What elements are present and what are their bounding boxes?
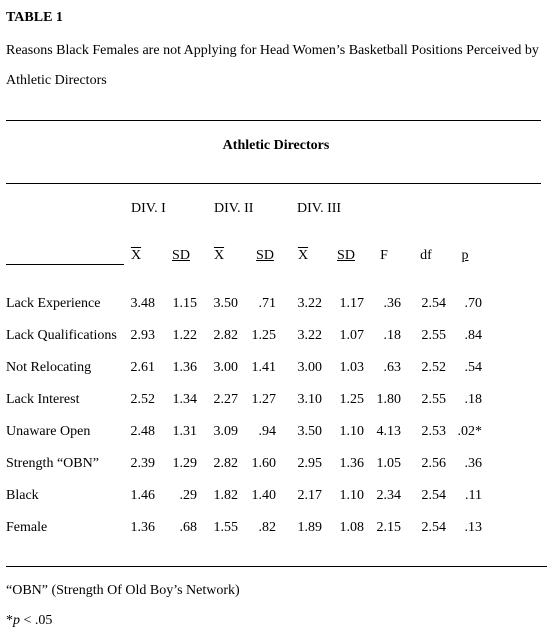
table-cell: 1.10 xyxy=(339,488,364,503)
table-cell: .13 xyxy=(464,520,482,535)
table-cell: 3.00 xyxy=(297,360,322,375)
column-header-text: F xyxy=(380,248,388,263)
column-header xyxy=(245,248,285,264)
column-header-text: SD xyxy=(172,248,190,263)
table-cell: 1.80 xyxy=(376,392,401,407)
table-cell: 2.34 xyxy=(376,488,401,503)
table-cell: .36 xyxy=(383,296,401,311)
column-header-text: SD xyxy=(337,248,355,263)
table-cell: 1.29 xyxy=(172,456,197,471)
column-header xyxy=(199,248,239,264)
row-label: Black xyxy=(6,488,39,503)
table-cell: .11 xyxy=(465,488,482,503)
column-header-text: df xyxy=(420,248,432,263)
table-cell: 1.25 xyxy=(251,328,276,343)
table-cell: 2.52 xyxy=(421,360,446,375)
bottom-rule xyxy=(6,566,547,567)
row-label: Lack Qualifications xyxy=(6,328,117,343)
table-cell: 2.56 xyxy=(421,456,446,471)
table-cell: 1.25 xyxy=(339,392,364,407)
table-cell: .70 xyxy=(464,296,482,311)
table-cell: 1.34 xyxy=(172,392,197,407)
division-label: DIV. II xyxy=(214,201,254,216)
footnote-p-symbol: p xyxy=(13,613,20,628)
row-label: Not Relocating xyxy=(6,360,92,375)
table-cell: 1.36 xyxy=(172,360,197,375)
column-header xyxy=(326,248,366,264)
table-cell: 2.54 xyxy=(421,296,446,311)
row-label: Female xyxy=(6,520,48,535)
table-cell: 2.61 xyxy=(130,360,155,375)
table-cell: 1.41 xyxy=(251,360,276,375)
table-cell: .84 xyxy=(464,328,482,343)
table-title: TABLE 1 xyxy=(6,10,63,25)
table-cell: 2.93 xyxy=(130,328,155,343)
table-cell: 2.48 xyxy=(130,424,155,439)
table-cell: 3.48 xyxy=(130,296,155,311)
footnote-asterisk: * xyxy=(6,613,13,628)
table-cell: 1.08 xyxy=(339,520,364,535)
column-header-text: $\overline{X}$ xyxy=(130,248,142,263)
table-cell: .29 xyxy=(179,488,197,503)
table-cell: .36 xyxy=(464,456,482,471)
table-cell: .54 xyxy=(464,360,482,375)
table-cell: .63 xyxy=(383,360,401,375)
table-cell: 2.82 xyxy=(213,456,238,471)
table-cell: 3.00 xyxy=(213,360,238,375)
table-cell: 1.82 xyxy=(213,488,238,503)
footnote-significance xyxy=(6,613,52,629)
table-cell: 2.55 xyxy=(421,392,446,407)
table-cell: 1.05 xyxy=(376,456,401,471)
table-cell: .18 xyxy=(383,328,401,343)
table-cell: 1.31 xyxy=(172,424,197,439)
column-header xyxy=(161,248,201,264)
row-label: Lack Experience xyxy=(6,296,101,311)
table-cell: 3.50 xyxy=(297,424,322,439)
table-cell: 2.39 xyxy=(130,456,155,471)
column-header xyxy=(116,248,156,264)
table-cell: 3.10 xyxy=(297,392,322,407)
table-cell: 2.54 xyxy=(421,488,446,503)
table-cell: .18 xyxy=(464,392,482,407)
table-cell: 3.50 xyxy=(213,296,238,311)
footnote-threshold: < .05 xyxy=(20,613,53,628)
table-cell: 2.15 xyxy=(376,520,401,535)
table-cell: 1.89 xyxy=(297,520,322,535)
table-cell: 1.22 xyxy=(172,328,197,343)
table-cell: .94 xyxy=(258,424,276,439)
table-cell: 1.55 xyxy=(213,520,238,535)
table-cell: 2.52 xyxy=(130,392,155,407)
table-cell: 1.10 xyxy=(339,424,364,439)
table-cell: 3.22 xyxy=(297,296,322,311)
table-cell: 1.40 xyxy=(251,488,276,503)
row-label: Unaware Open xyxy=(6,424,91,439)
table-cell: 1.46 xyxy=(130,488,155,503)
column-header xyxy=(283,248,323,264)
row-label: Strength “OBN” xyxy=(6,456,99,471)
table-cell: 2.54 xyxy=(421,520,446,535)
table-cell: 2.55 xyxy=(421,328,446,343)
column-header-text: $\overline{X}$ xyxy=(297,248,309,263)
table-cell: 1.36 xyxy=(339,456,364,471)
table-cell: 1.03 xyxy=(339,360,364,375)
division-label: DIV. I xyxy=(131,201,166,216)
table-cell: 4.13 xyxy=(376,424,401,439)
column-header xyxy=(406,248,446,264)
table-cell: 3.22 xyxy=(297,328,322,343)
table-cell: 3.09 xyxy=(213,424,238,439)
stub-underline xyxy=(6,264,124,265)
footnote-obn: “OBN” (Strength Of Old Boy’s Network) xyxy=(6,583,240,598)
table-cell: .82 xyxy=(258,520,276,535)
table-cell: 1.60 xyxy=(251,456,276,471)
table-cell: 2.82 xyxy=(213,328,238,343)
table-cell: .02* xyxy=(457,424,482,439)
table-cell: 1.27 xyxy=(251,392,276,407)
table-cell: 1.17 xyxy=(339,296,364,311)
column-header-text: $\overline{X}$ xyxy=(213,248,225,263)
table-cell: 1.15 xyxy=(172,296,197,311)
table-cell: 2.17 xyxy=(297,488,322,503)
row-label: Lack Interest xyxy=(6,392,80,407)
table-cell: 2.95 xyxy=(297,456,322,471)
table-caption-line-2: Athletic Directors xyxy=(6,73,107,88)
column-header xyxy=(364,248,404,264)
division-label: DIV. III xyxy=(297,201,342,216)
table-cell: 2.27 xyxy=(213,392,238,407)
column-header xyxy=(445,248,485,264)
table-cell: .71 xyxy=(258,296,276,311)
table-cell: 2.53 xyxy=(421,424,446,439)
top-rule xyxy=(6,120,541,121)
table-cell: .68 xyxy=(179,520,197,535)
column-header-text: SD xyxy=(256,248,274,263)
column-header-text: p xyxy=(461,248,469,263)
table-caption-line-1: Reasons Black Females are not Applying for Head Women’s Basketball Positions Perceived by xyxy=(6,43,539,58)
table-cell: 1.36 xyxy=(130,520,155,535)
group-header: Athletic Directors xyxy=(222,138,330,153)
group-header-rule xyxy=(6,183,541,184)
table-cell: 1.07 xyxy=(339,328,364,343)
